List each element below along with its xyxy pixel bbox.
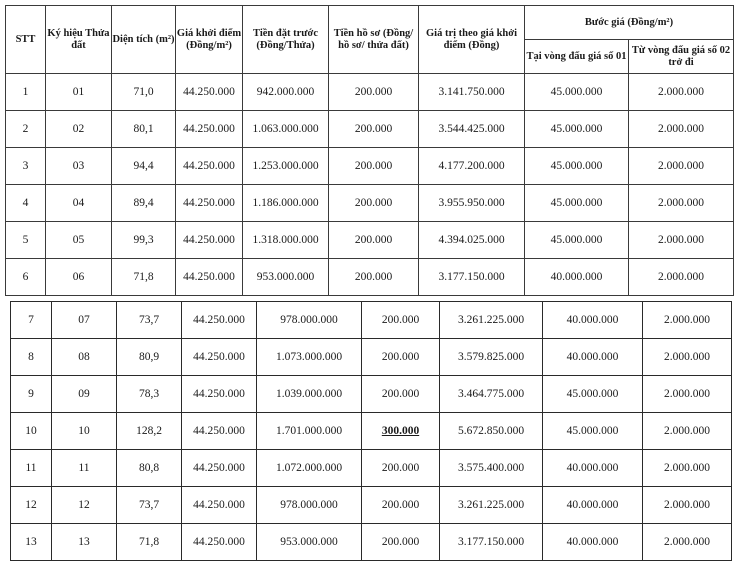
area-cell: 99,3 [112,222,176,259]
stt-cell: 12 [11,487,52,524]
area-cell: 80,1 [112,111,176,148]
step-round-02-cell: 2.000.000 [643,413,732,450]
dossier-fee-cell: 300.000 [362,413,440,450]
dossier-fee-cell: 200.000 [362,450,440,487]
area-cell: 80,9 [117,339,182,376]
deposit-cell: 978.000.000 [257,302,362,339]
starting-price-cell: 44.250.000 [176,111,243,148]
step-round-02-cell: 2.000.000 [629,111,734,148]
deposit-cell: 1.063.000.000 [243,111,329,148]
value-cell: 3.177.150.000 [440,524,543,561]
starting-price-cell: 44.250.000 [176,222,243,259]
value-cell: 3.177.150.000 [419,259,525,296]
plot-code-cell: 04 [46,185,112,222]
stt-cell: 11 [11,450,52,487]
value-cell: 3.261.225.000 [440,302,543,339]
area-cell: 78,3 [117,376,182,413]
deposit-cell: 1.318.000.000 [243,222,329,259]
table-row [11,524,732,561]
step-round-02-cell: 2.000.000 [629,259,734,296]
step-round-01-cell: 40.000.000 [543,339,643,376]
plot-code-cell: 06 [46,259,112,296]
starting-price-cell: 44.250.000 [176,74,243,111]
dossier-fee-cell: 200.000 [329,148,419,185]
dossier-fee-cell: 200.000 [362,339,440,376]
area-cell: 73,7 [117,487,182,524]
table-row [6,111,734,148]
step-round-02-cell: 2.000.000 [629,148,734,185]
area-cell: 71,8 [117,524,182,561]
dossier-fee-cell: 200.000 [329,185,419,222]
step-round-01-cell: 45.000.000 [525,148,629,185]
step-round-01-cell: 40.000.000 [543,450,643,487]
plot-code-cell: 09 [52,376,117,413]
land-plot-table-part-1 [5,5,734,296]
table-row [11,376,732,413]
deposit-cell: 942.000.000 [243,74,329,111]
plot-code-cell: 01 [46,74,112,111]
table-body-part-1 [6,74,734,296]
step-round-01-cell: 45.000.000 [525,74,629,111]
table-row [6,222,734,259]
area-cell: 73,7 [117,302,182,339]
deposit-cell: 1.186.000.000 [243,185,329,222]
step-round-02-cell: 2.000.000 [643,376,732,413]
stt-cell: 7 [11,302,52,339]
dossier-fee-cell: 200.000 [329,74,419,111]
stt-cell: 5 [6,222,46,259]
step-round-02-cell: 2.000.000 [629,185,734,222]
plot-code-cell: 07 [52,302,117,339]
deposit-cell: 1.701.000.000 [257,413,362,450]
deposit-cell: 953.000.000 [257,524,362,561]
stt-cell: 9 [11,376,52,413]
step-round-02-cell: 2.000.000 [643,487,732,524]
step-round-02-cell: 2.000.000 [629,74,734,111]
value-cell: 3.575.400.000 [440,450,543,487]
plot-code-cell: 08 [52,339,117,376]
stt-cell: 13 [11,524,52,561]
stt-cell: 2 [6,111,46,148]
table-body-part-2 [11,302,732,561]
step-round-01-cell: 40.000.000 [543,302,643,339]
starting-price-cell: 44.250.000 [176,259,243,296]
header-starting-price: Giá khởi điểm (Đồng/m²) [176,6,243,74]
plot-code-cell: 05 [46,222,112,259]
table-row [6,148,734,185]
header-plot-code: Ký hiệu Thửa đất [46,6,112,74]
value-cell: 4.394.025.000 [419,222,525,259]
table-row [11,450,732,487]
starting-price-cell: 44.250.000 [182,339,257,376]
table-row [11,339,732,376]
starting-price-cell: 44.250.000 [182,376,257,413]
dossier-fee-cell: 200.000 [362,302,440,339]
starting-price-cell: 44.250.000 [182,302,257,339]
land-plot-table-part-2 [10,301,732,561]
value-cell: 3.464.775.000 [440,376,543,413]
starting-price-cell: 44.250.000 [176,185,243,222]
dossier-fee-cell: 200.000 [362,376,440,413]
deposit-cell: 1.253.000.000 [243,148,329,185]
step-round-01-cell: 45.000.000 [525,185,629,222]
plot-code-cell: 13 [52,524,117,561]
step-round-01-cell: 40.000.000 [543,487,643,524]
header-round-02: Từ vòng đấu giá số 02 trở đi [629,40,734,74]
step-round-02-cell: 2.000.000 [643,524,732,561]
plot-code-cell: 11 [52,450,117,487]
table-row [6,74,734,111]
starting-price-cell: 44.250.000 [176,148,243,185]
table-row [11,413,732,450]
table-row [11,302,732,339]
step-round-02-cell: 2.000.000 [643,339,732,376]
area-cell: 128,2 [117,413,182,450]
area-cell: 89,4 [112,185,176,222]
header-stt: STT [6,6,46,74]
plot-code-cell: 10 [52,413,117,450]
starting-price-cell: 44.250.000 [182,524,257,561]
deposit-cell: 953.000.000 [243,259,329,296]
header-round-01: Tại vòng đấu giá số 01 [525,40,629,74]
step-round-01-cell: 45.000.000 [543,376,643,413]
step-round-02-cell: 2.000.000 [643,302,732,339]
stt-cell: 6 [6,259,46,296]
table-row [11,487,732,524]
value-cell: 3.261.225.000 [440,487,543,524]
step-round-01-cell: 40.000.000 [543,524,643,561]
stt-cell: 8 [11,339,52,376]
step-round-01-cell: 45.000.000 [543,413,643,450]
value-cell: 3.141.750.000 [419,74,525,111]
dossier-fee-cell: 200.000 [329,259,419,296]
stt-cell: 10 [11,413,52,450]
value-cell: 3.955.950.000 [419,185,525,222]
starting-price-cell: 44.250.000 [182,413,257,450]
deposit-cell: 978.000.000 [257,487,362,524]
deposit-cell: 1.073.000.000 [257,339,362,376]
header-price-step: Bước giá (Đồng/m²) [525,6,734,40]
table-row [6,259,734,296]
area-cell: 80,8 [117,450,182,487]
deposit-cell: 1.072.000.000 [257,450,362,487]
area-cell: 71,0 [112,74,176,111]
value-cell: 4.177.200.000 [419,148,525,185]
deposit-cell: 1.039.000.000 [257,376,362,413]
starting-price-cell: 44.250.000 [182,450,257,487]
area-cell: 71,8 [112,259,176,296]
plot-code-cell: 12 [52,487,117,524]
area-cell: 94,4 [112,148,176,185]
header-deposit: Tiền đặt trước (Đồng/Thửa) [243,6,329,74]
dossier-fee-cell: 200.000 [362,487,440,524]
value-cell: 3.579.825.000 [440,339,543,376]
table-row [6,185,734,222]
dossier-fee-cell: 200.000 [329,111,419,148]
dossier-fee-cell: 200.000 [362,524,440,561]
dossier-fee-cell: 200.000 [329,222,419,259]
step-round-01-cell: 45.000.000 [525,222,629,259]
header-value: Giá trị theo giá khởi điểm (Đồng) [419,6,525,74]
header-area: Diện tích (m²) [112,6,176,74]
value-cell: 5.672.850.000 [440,413,543,450]
stt-cell: 4 [6,185,46,222]
step-round-01-cell: 45.000.000 [525,111,629,148]
plot-code-cell: 02 [46,111,112,148]
step-round-02-cell: 2.000.000 [643,450,732,487]
stt-cell: 3 [6,148,46,185]
header-dossier-fee: Tiền hồ sơ (Đồng/ hồ sơ/ thửa đất) [329,6,419,74]
starting-price-cell: 44.250.000 [182,487,257,524]
value-cell: 3.544.425.000 [419,111,525,148]
plot-code-cell: 03 [46,148,112,185]
stt-cell: 1 [6,74,46,111]
step-round-02-cell: 2.000.000 [629,222,734,259]
step-round-01-cell: 40.000.000 [525,259,629,296]
